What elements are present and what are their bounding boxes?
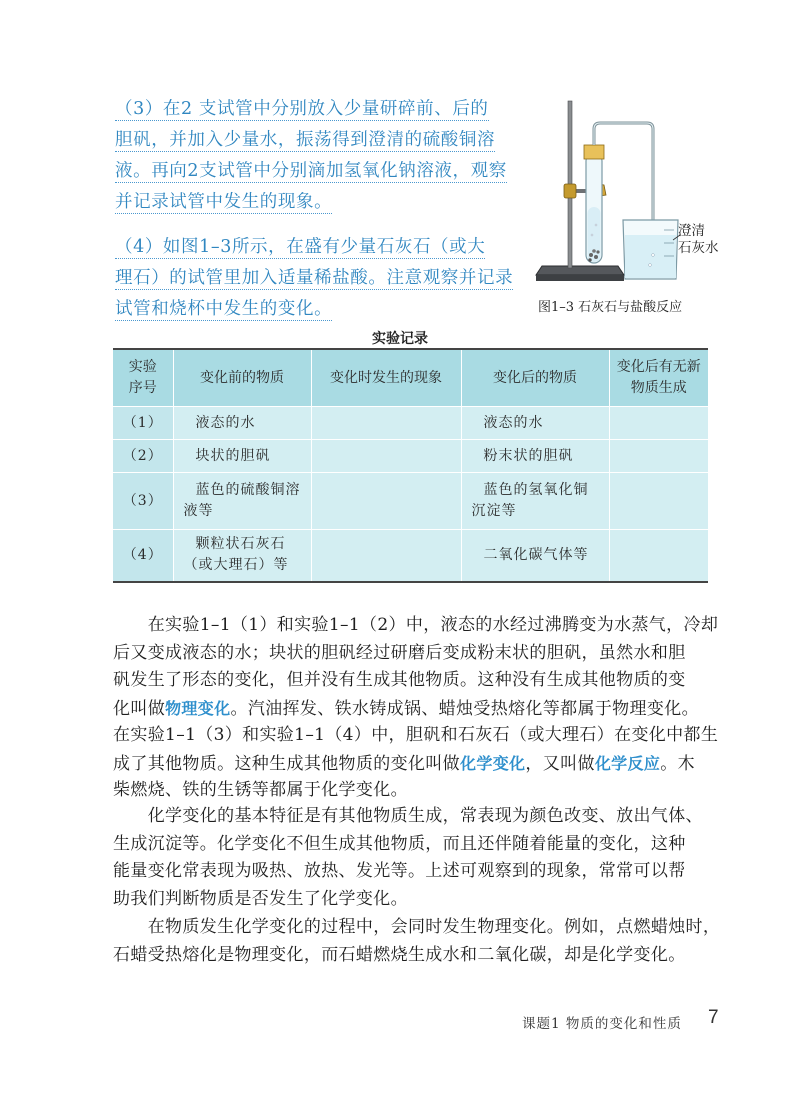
row-before: [173, 473, 311, 530]
p1-line-5: 在实验1–1（3）和实验1–1（4）中，胆矾和石灰石（或大理石）在变化中都生: [113, 725, 719, 745]
table-row: [113, 440, 708, 473]
p3-line-1: [113, 914, 721, 942]
header-phenomenon: 变化时发生的现象: [311, 349, 461, 407]
row-before-line-1: 液态的水: [195, 414, 256, 431]
header-new-line-1: 变化后有无新: [616, 359, 701, 375]
row-after: [461, 407, 609, 440]
term-physical-change: 物理变化: [165, 698, 231, 718]
row-phenomenon: [311, 473, 461, 530]
p2-line-1: [113, 803, 713, 831]
row-before: [173, 440, 311, 473]
row-before-line-1: 颗粒状石灰石: [195, 536, 286, 553]
p2-line-4: 助我们判断物质是否发生了化学变化。: [113, 888, 408, 909]
p1-line-4-b: 。汽油挥发、铁水铸成锅、蜡烛受热熔化等都属于物理变化。: [230, 698, 699, 719]
row-after-line-1: 粉末状的胆矾: [483, 447, 574, 464]
step3-line-2: 胆矾，并加入少量水，振荡得到澄清的硫酸铜溶: [115, 130, 496, 150]
step3-line-1: （3）在2 支试管中分别放入少量研碎前、后的: [115, 99, 489, 119]
row-seq: （4）: [113, 530, 173, 582]
table-header-row: [113, 349, 708, 407]
p1-line-4-a: 化叫做: [113, 698, 166, 719]
row-before-line-2: 液等: [183, 503, 214, 519]
row-after: [461, 440, 609, 473]
row-seq: （3）: [113, 473, 173, 530]
experiment-record-table: [113, 348, 708, 583]
rubber-stopper: [584, 145, 604, 159]
row-after: [461, 473, 609, 530]
body-paragraph-3: [113, 914, 721, 969]
step4-line-3: 试管和烧杯中发生的变化。: [115, 299, 333, 319]
step3-line-4: 并记录试管中发生的现象。: [115, 192, 333, 212]
p1-line-3: 矾发生了形态的变化，但并没有生成其他物质。这种没有生成其他物质的变: [113, 670, 686, 690]
apparatus-illustration: [528, 95, 738, 290]
header-new-line-2: 物质生成: [630, 380, 687, 396]
figure-caption: 图1–3 石灰石与盐酸反应: [538, 300, 683, 315]
header-new-substance: [609, 349, 708, 407]
header-after: 变化后的物质: [461, 349, 609, 407]
stand-base: [536, 266, 624, 275]
body-paragraph-2: [113, 803, 713, 913]
p3-line-2: 石蜡受热熔化是物理变化，而石蜡燃烧生成水和二氧化碳，却是化学变化。: [113, 944, 686, 965]
p1-line-6-b: ，又叫做: [525, 753, 595, 774]
row-phenomenon: [311, 530, 461, 582]
row-after: [461, 530, 609, 582]
experiment-step-3: [115, 94, 515, 218]
row-after-line-1: 蓝色的氢氧化铜: [483, 482, 589, 498]
step4-line-1: （4）如图1–3所示，在盛有少量石灰石（或大: [115, 237, 486, 257]
running-footer: 课题1 物质的变化和性质: [522, 1016, 682, 1032]
p1-line-1: [113, 612, 719, 640]
table-row: [113, 407, 708, 440]
clamp-boss: [564, 184, 576, 198]
body-paragraph-1: [113, 612, 719, 805]
row-new: [609, 473, 708, 530]
row-after-line-2: 沉淀等: [471, 503, 517, 519]
figure-label-limewater-1: 澄清: [678, 223, 705, 239]
page-number: 7: [708, 1007, 719, 1028]
p3-line-1-text: 在物质发生化学变化的过程中，会同时发生物理变化。例如，点燃蜡烛时，: [147, 917, 721, 937]
row-new: [609, 407, 708, 440]
figure-label-limewater-2: 石灰水: [678, 240, 719, 256]
p1-line-6-c: 。木: [660, 753, 695, 774]
table-row: [113, 473, 708, 530]
row-new: [609, 440, 708, 473]
row-before-line-2: （或大理石）等: [183, 557, 289, 574]
row-new: [609, 530, 708, 582]
row-after-line-1: 液态的水: [483, 414, 544, 431]
p1-line-6: [113, 750, 713, 778]
row-before-line-1: 蓝色的硫酸铜溶: [195, 482, 301, 498]
step4-line-2: 理石）的试管里加入适量稀盐酸。注意观察并记录: [115, 268, 514, 288]
table-row: [113, 530, 708, 582]
header-seq: [113, 349, 173, 407]
row-phenomenon: [311, 440, 461, 473]
p2-line-3: 能量变化常表现为吸热、放热、发光等。上述可观察到的现象，常常可以帮: [113, 861, 686, 881]
p1-line-7: 柴燃烧、铁的生锈等都属于化学变化。: [113, 780, 408, 800]
p2-line-1-text: 化学变化的基本特征是有其他物质生成，常表现为颜色改变、放出气体、: [147, 806, 703, 826]
table-title: 实验记录: [372, 331, 428, 347]
p2-line-2: 生成沉淀等。化学变化不但生成其他物质，而且还伴随着能量的变化，这种: [113, 833, 686, 854]
row-seq: （1）: [113, 407, 173, 440]
p1-line-2: 后又变成液态的水；块状的胆矾经过研磨后变成粉末状的胆矾，虽然水和胆: [113, 642, 686, 663]
term-chemical-change: 化学变化: [460, 753, 526, 773]
row-before: [173, 407, 311, 440]
p1-line-4: [113, 695, 713, 723]
row-after-line-1: 二氧化碳气体等: [483, 546, 589, 563]
row-phenomenon: [311, 407, 461, 440]
p1-line-6-a: 成了其他物质。这种生成其他物质的变化叫做: [113, 753, 460, 774]
row-before-line-1: 块状的胆矾: [195, 447, 271, 464]
p1-line-1-text: 在实验1–1（1）和实验1–1（2）中，液态的水经过沸腾变为水蒸气，冷却: [147, 615, 719, 635]
step3-line-3: 液。再向2支试管中分别滴加氢氧化钠溶液，观察: [115, 161, 507, 181]
header-before: 变化前的物质: [173, 349, 311, 407]
header-seq-line-2: 序号: [128, 380, 157, 396]
header-seq-line-1: 实验: [128, 359, 157, 375]
row-before: [173, 530, 311, 582]
experiment-step-4: [115, 232, 515, 325]
term-chemical-reaction: 化学反应: [594, 753, 661, 773]
row-seq: （2）: [113, 440, 173, 473]
